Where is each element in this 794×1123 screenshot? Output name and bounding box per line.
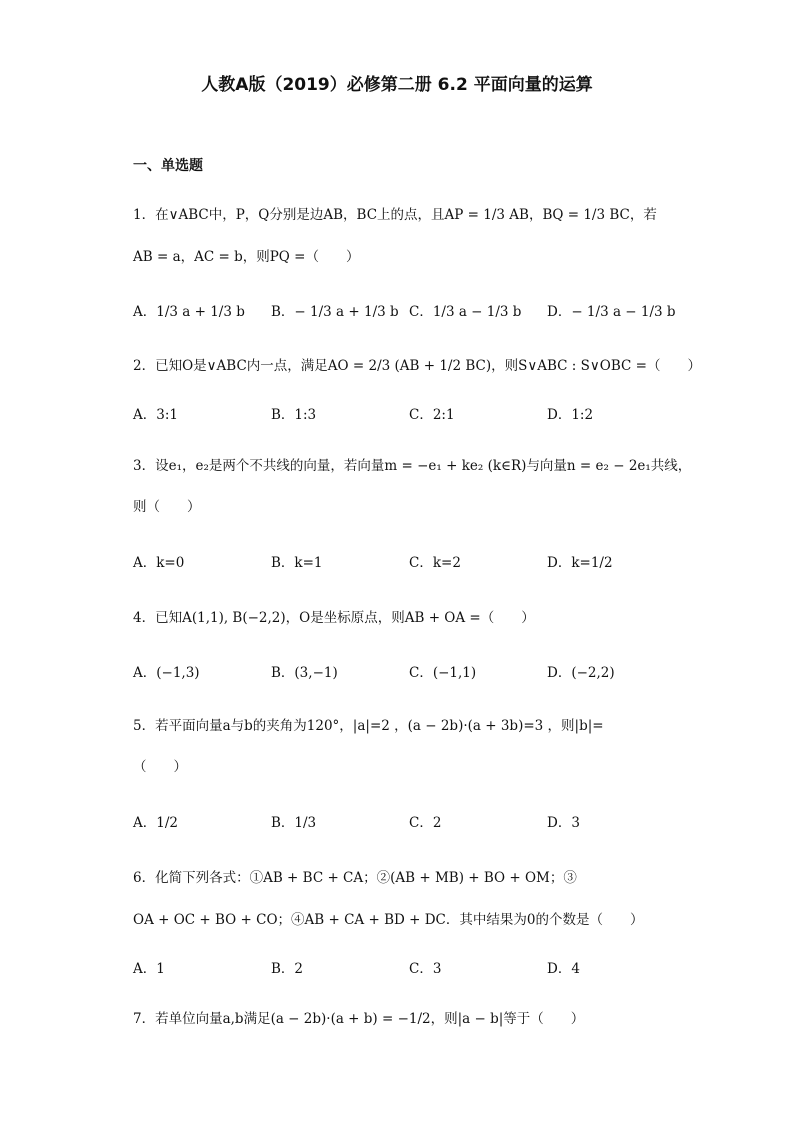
option-d: D．4 (547, 961, 580, 977)
question-6-text-line-2: OA + OC + BO + CO；④AB + CA + BD + DC．其中结果为0的个数是（ ） (133, 912, 644, 928)
option-c: C．3 (409, 961, 442, 977)
option-b: B．k=1 (271, 555, 323, 571)
option-a: A．1 (133, 961, 165, 977)
option-b: B．(3,−1) (271, 665, 338, 681)
option-b: B．1:3 (271, 407, 317, 423)
question-3-text-line-2: 则（ ） (133, 499, 201, 515)
question-5-text-line-1: 5．若平面向量a与b的夹角为120°，|a|=2 ，(a − 2b)·(a + 3b)=3 ，则|b|= (133, 718, 604, 734)
option-c: C．k=2 (409, 555, 461, 571)
option-d: D．(−2,2) (547, 665, 615, 681)
question-6-text-line-1: 6．化简下列各式：①AB + BC + CA；②(AB + MB) + BO + OM；③ (133, 870, 577, 886)
section-heading: 一、单选题 (133, 158, 203, 174)
option-c: C．1/3 a − 1/3 b (409, 304, 522, 320)
option-c: C．2 (409, 815, 442, 831)
option-b: B．2 (271, 961, 304, 977)
question-1-text-line-2: AB = a，AC = b，则PQ =（ ） (133, 249, 360, 265)
question-1-text-line-1: 1．在∨ABC中，P，Q分别是边AB，BC上的点，且AP = 1/3 AB，BQ = 1/3 BC，若 (133, 207, 657, 223)
question-5-text-line-2: （ ） (133, 759, 187, 775)
option-d: D．3 (547, 815, 580, 831)
option-b: B．1/3 (271, 815, 317, 831)
question-4-text-line-1: 4．已知A(1,1), B(−2,2)，O是坐标原点，则AB + OA =（ ） (133, 610, 535, 626)
option-d: D．k=1/2 (547, 555, 613, 571)
question-2-text-line-1: 2．已知O是∨ABC内一点，满足AO = 2/3 (AB + 1/2 BC)，则S∨ABC : S∨OBC =（ ） (133, 358, 701, 374)
option-c: C．(−1,1) (409, 665, 477, 681)
question-3-text-line-1: 3．设e₁，e₂是两个不共线的向量，若向量m = −e₁ + ke₂ (k∈R)与向量n = e₂ − 2e₁共线， (133, 458, 692, 474)
option-a: A．3:1 (133, 407, 178, 423)
option-a: A．k=0 (133, 555, 185, 571)
option-d: D．1:2 (547, 407, 594, 423)
page-title: 人教A版（2019）必修第二册 6.2 平面向量的运算 (201, 75, 593, 95)
option-a: A．(−1,3) (133, 665, 200, 681)
option-a: A．1/2 (133, 815, 178, 831)
question-7-text-line-1: 7．若单位向量a,b满足(a − 2b)·(a + b) = −1/2，则|a − b|等于（ ） (133, 1011, 585, 1027)
option-c: C．2:1 (409, 407, 455, 423)
option-b: B．− 1/3 a + 1/3 b (271, 304, 399, 320)
option-a: A．1/3 a + 1/3 b (133, 304, 245, 320)
option-d: D．− 1/3 a − 1/3 b (547, 304, 676, 320)
